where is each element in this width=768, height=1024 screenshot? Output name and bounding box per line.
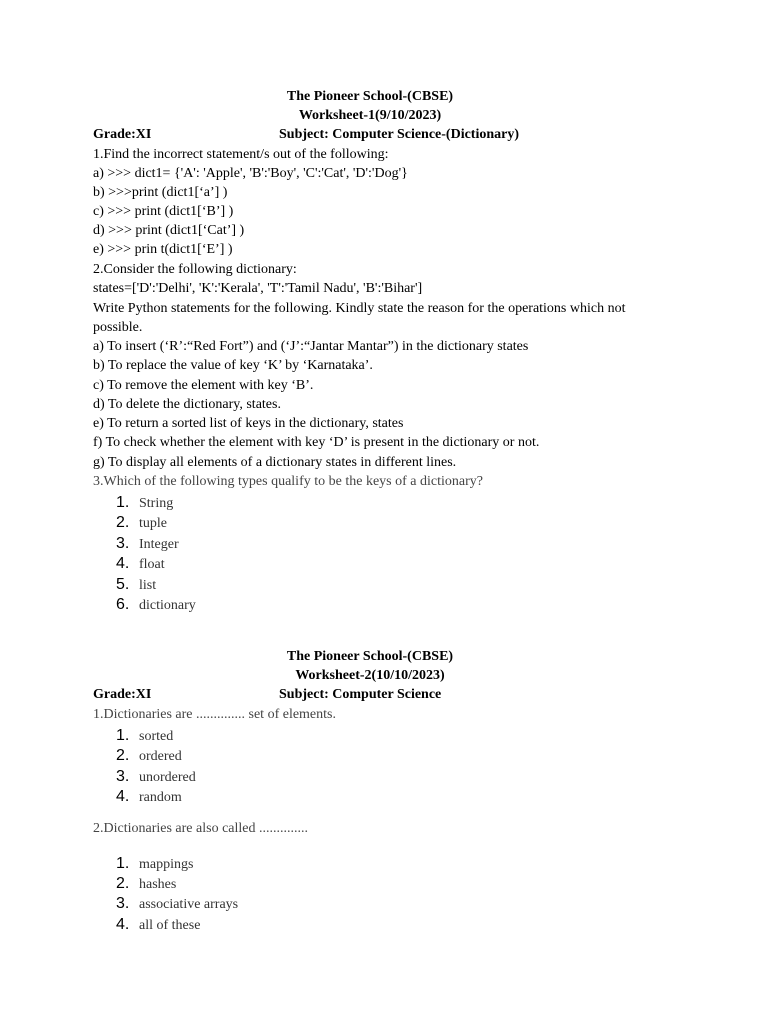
option-number: 4. bbox=[116, 555, 130, 572]
ws1-q1-line-e: e) >>> prin t(dict1[‘E’] ) bbox=[93, 242, 233, 257]
option-number: 3. bbox=[116, 535, 130, 552]
ws2-q2-option bbox=[116, 916, 200, 935]
ws1-q2-question: 2.Consider the following dictionary: bbox=[93, 262, 297, 277]
option-text: tuple bbox=[139, 516, 167, 531]
option-text: list bbox=[139, 578, 157, 593]
option-text: dictionary bbox=[139, 598, 196, 613]
option-number: 4. bbox=[116, 788, 130, 805]
ws1-q3-option bbox=[116, 555, 165, 574]
ws1-q3-option bbox=[116, 535, 179, 554]
ws2-q1-option bbox=[116, 788, 182, 807]
option-text: sorted bbox=[139, 729, 174, 744]
ws1-q3-option bbox=[116, 514, 167, 533]
option-number: 2. bbox=[116, 514, 130, 531]
ws1-q2-line-b: b) To replace the value of key ‘K’ by ‘Karnataka’. bbox=[93, 358, 373, 373]
option-number: 6. bbox=[116, 596, 130, 613]
option-number: 1. bbox=[116, 855, 130, 872]
ws1-q3-option bbox=[116, 596, 196, 615]
ws1-q3-option bbox=[116, 576, 156, 595]
ws1-q2-line-e: e) To return a sorted list of keys in the dictionary, states bbox=[93, 416, 404, 431]
ws2-q2-option bbox=[116, 895, 238, 914]
ws1-q1-line-d: d) >>> print (dict1[‘Cat’] ) bbox=[93, 223, 245, 238]
ws2-school-name: The Pioneer School-(CBSE) bbox=[286, 649, 454, 664]
ws2-subject: Subject: Computer Science bbox=[279, 687, 442, 702]
ws1-q1-line-c: c) >>> print (dict1[‘B’] ) bbox=[93, 204, 234, 219]
option-text: all of these bbox=[139, 918, 201, 933]
ws2-grade: Grade:XI bbox=[93, 687, 152, 702]
option-number: 1. bbox=[116, 494, 130, 511]
ws1-q2-line-d: d) To delete the dictionary, states. bbox=[93, 397, 281, 412]
ws1-title: Worksheet-1(9/10/2023) bbox=[298, 108, 442, 123]
ws1-subject: Subject: Computer Science-(Dictionary) bbox=[279, 127, 520, 142]
option-text: mappings bbox=[139, 857, 194, 872]
ws1-q3-option bbox=[116, 494, 173, 513]
option-text: hashes bbox=[139, 877, 177, 892]
ws1-q1-line-a: a) >>> dict1= {'A': 'Apple', 'B':'Boy', 'C':'Cat', 'D':'Dog'} bbox=[93, 166, 408, 181]
option-number: 4. bbox=[116, 916, 130, 933]
option-number: 2. bbox=[116, 875, 130, 892]
option-text: String bbox=[139, 496, 174, 511]
option-number: 1. bbox=[116, 727, 130, 744]
option-text: random bbox=[139, 790, 182, 805]
ws1-q1-question: 1.Find the incorrect statement/s out of the following: bbox=[93, 147, 389, 162]
ws1-school-name: The Pioneer School-(CBSE) bbox=[286, 89, 454, 104]
ws2-q2-option bbox=[116, 875, 176, 894]
option-number: 5. bbox=[116, 576, 130, 593]
option-number: 3. bbox=[116, 895, 130, 912]
ws1-q1-line-b: b) >>>print (dict1[‘a’] ) bbox=[93, 185, 228, 200]
ws1-q2-instruction: Write Python statements for the following. Kindly state the reason for the operations which not possible. bbox=[93, 301, 626, 335]
ws1-q2-line-g: g) To display all elements of a dictionary states in different lines. bbox=[93, 455, 457, 470]
ws2-q1-option bbox=[116, 727, 173, 746]
ws2-title: Worksheet-2(10/10/2023) bbox=[295, 668, 445, 683]
ws1-grade: Grade:XI bbox=[93, 127, 152, 142]
ws2-q2-option bbox=[116, 855, 193, 874]
ws1-q3-question: 3.Which of the following types qualify to be the keys of a dictionary? bbox=[93, 474, 483, 489]
ws1-q2-line-a: a) To insert (‘R’:“Red Fort”) and (‘J’:“Jantar Mantar”) in the dictionary states bbox=[93, 339, 529, 354]
option-text: float bbox=[139, 557, 165, 572]
option-text: Integer bbox=[139, 537, 179, 552]
ws2-q1-option bbox=[116, 747, 182, 766]
option-number: 2. bbox=[116, 747, 130, 764]
option-text: ordered bbox=[139, 749, 182, 764]
ws2-q1-option bbox=[116, 768, 196, 787]
option-number: 3. bbox=[116, 768, 130, 785]
ws1-q2-line-c: c) To remove the element with key ‘B’. bbox=[93, 378, 314, 393]
option-text: associative arrays bbox=[139, 897, 239, 912]
ws1-q2-dict: states=['D':'Delhi', 'K':'Kerala', 'T':'Tamil Nadu', 'B':'Bihar'] bbox=[93, 281, 423, 296]
ws2-q2-question: 2.Dictionaries are also called .............. bbox=[93, 821, 308, 836]
option-text: unordered bbox=[139, 770, 196, 785]
ws1-q2-line-f: f) To check whether the element with key ‘D’ is present in the dictionary or not. bbox=[93, 435, 540, 450]
ws2-q1-question: 1.Dictionaries are .............. set of elements. bbox=[93, 707, 336, 722]
